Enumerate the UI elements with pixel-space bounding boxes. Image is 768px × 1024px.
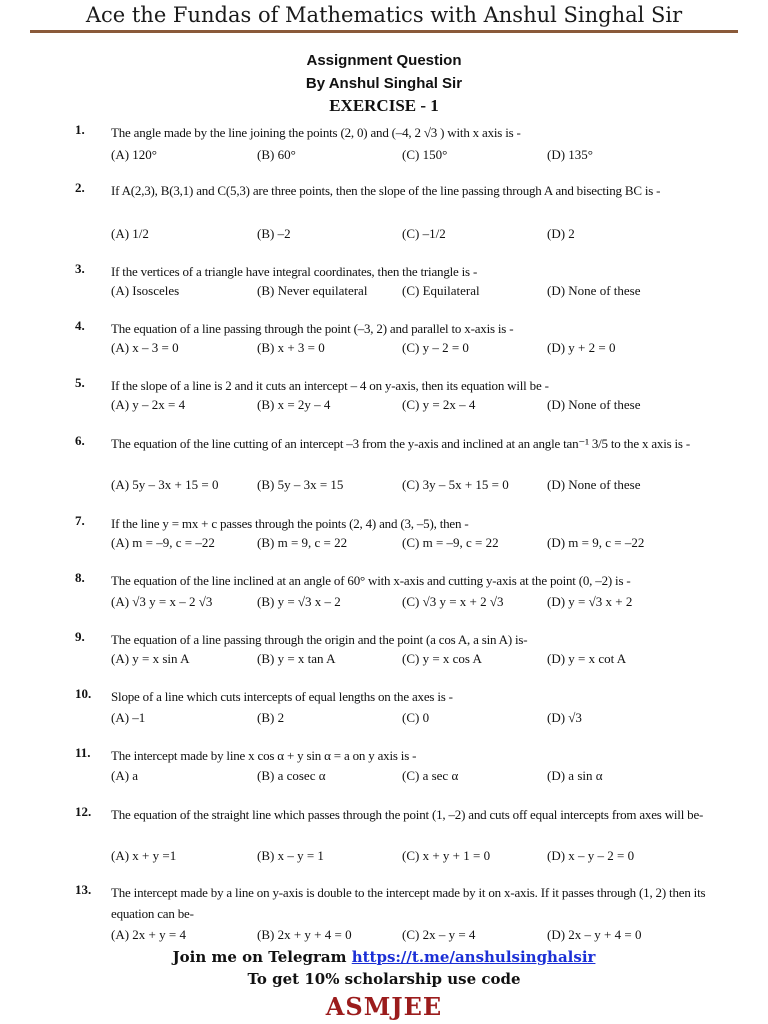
option-a: (A) m = –9, c = –22 [111,535,215,550]
option-b: (B) x – y = 1 [257,848,324,863]
question-number: 11. [75,745,91,760]
option-b: (B) x + 3 = 0 [257,340,325,355]
option-c: (C) m = –9, c = 22 [402,535,499,550]
question-text: Slope of a line which cuts intercepts of equal lengths on the axes is - [111,689,453,704]
options-row [111,340,731,360]
option-a: (A) a [111,768,139,783]
option-b: (B) –2 [257,226,291,241]
question-text: If the vertices of a triangle have integral coordinates, then the triangle is - [111,264,478,279]
option-a: (A) –1 [111,710,146,725]
options-row [111,848,731,868]
option-d: (D) None of these [547,477,641,492]
option-c: (C) 150° [402,147,448,162]
options-row [111,147,731,167]
option-a: (A) x – 3 = 0 [111,340,179,355]
question-number: 12. [75,804,92,819]
option-d: (D) 2 [547,226,575,241]
question-number: 10. [75,686,92,701]
option-a: (A) 2x + y = 4 [111,927,186,942]
option-d: (D) x – y – 2 = 0 [547,848,635,863]
option-d: (D) None of these [547,283,641,298]
question-number: 1. [75,122,85,137]
option-c: (C) y – 2 = 0 [402,340,469,355]
option-c: (C) y = x cos A [402,651,482,666]
options-row [111,535,731,555]
question-text: The equation of the line cutting of an intercept –3 from the y-axis and inclined at an angle tan⁻¹ 3/5 to the x axis is - [111,436,690,451]
telegram-promo [0,948,768,966]
question-text: The intercept made by a line on y-axis is double to the intercept made by it on x-axis. If it passes through (1, 2) then its equation can be- [111,885,706,921]
option-b: (B) y = x tan A [257,651,336,666]
option-c: (C) 0 [402,710,430,725]
option-d: (D) m = 9, c = –22 [547,535,645,550]
option-c: (C) y = 2x – 4 [402,397,476,412]
question-text: The equation of the straight line which passes through the point (1, –2) and cuts off equal intercepts from axes will be- [111,807,704,822]
option-d: (D) 2x – y + 4 = 0 [547,927,642,942]
question-number: 13. [75,882,92,897]
question-number: 8. [75,570,85,585]
option-a: (A) x + y =1 [111,848,177,863]
author-heading: By Anshul Singhal Sir [305,75,463,92]
option-a: (A) 5y – 3x + 15 = 0 [111,477,219,492]
option-d: (D) 135° [547,147,593,162]
option-d: (D) y = x cot A [547,651,627,666]
option-b: (B) 60° [257,147,296,162]
question-number: 5. [75,375,85,390]
question-text: If A(2,3), B(3,1) and C(5,3) are three points, then the slope of the line passing through A and bisecting BC is - [111,183,661,198]
promo-code: ASMJEE [325,992,443,1021]
option-d: (D) None of these [547,397,641,412]
header-divider [30,30,738,33]
options-row [111,710,731,730]
option-a: (A) 120° [111,147,157,162]
exercise-heading: EXERCISE - 1 [329,96,439,115]
telegram-link[interactable]: https://t.me/anshulsinghalsir [351,948,596,966]
option-c: (C) Equilateral [402,283,480,298]
option-d: (D) a sin α [547,768,603,783]
question-text: If the slope of a line is 2 and it cuts an intercept – 4 on y-axis, then its equation will be - [111,378,549,393]
question-number: 7. [75,513,85,528]
option-b: (B) a cosec α [257,768,326,783]
option-c: (C) –1/2 [402,226,446,241]
question-text: The angle made by the line joining the points (2, 0) and (–4, 2 √3 ) with x axis is - [111,125,521,140]
options-row [111,651,731,671]
join-text: Join me on Telegram [172,948,347,966]
assignment-heading: Assignment Question [306,52,462,69]
option-c: (C) a sec α [402,768,459,783]
question-number: 9. [75,629,85,644]
options-row [111,927,731,947]
option-d: (D) y = √3 x + 2 [547,594,633,609]
options-row [111,397,731,417]
option-c: (C) x + y + 1 = 0 [402,848,491,863]
options-row [111,594,731,614]
options-row [111,477,731,497]
option-b: (B) 2 [257,710,285,725]
option-c: (C) 3y – 5x + 15 = 0 [402,477,509,492]
question-text: If the line y = mx + c passes through the points (2, 4) and (3, –5), then - [111,516,469,531]
option-d: (D) √3 [547,710,582,725]
question-text: The equation of the line inclined at an angle of 60° with x-axis and cutting y-axis at the point (0, –2) is - [111,573,631,588]
question-number: 3. [75,261,85,276]
question-number: 6. [75,433,85,448]
question-number: 2. [75,180,85,195]
page-header-title: Ace the Fundas of Mathematics with Anshul Singhal Sir [85,3,683,27]
question-text: The intercept made by line x cos α + y sin α = a on y axis is - [111,748,417,763]
option-b: (B) x = 2y – 4 [257,397,331,412]
option-a: (A) 1/2 [111,226,149,241]
option-b: (B) Never equilateral [257,283,368,298]
option-d: (D) y + 2 = 0 [547,340,616,355]
option-c: (C) 2x – y = 4 [402,927,476,942]
scholarship-text: To get 10% scholarship use code [247,970,521,988]
options-row [111,283,731,303]
option-b: (B) y = √3 x – 2 [257,594,341,609]
options-row [111,226,731,246]
options-row [111,768,731,788]
question-text: The equation of a line passing through the point (–3, 2) and parallel to x-axis is - [111,321,514,336]
option-a: (A) y = x sin A [111,651,190,666]
option-b: (B) m = 9, c = 22 [257,535,348,550]
option-a: (A) y – 2x = 4 [111,397,186,412]
option-b: (B) 5y – 3x = 15 [257,477,344,492]
option-b: (B) 2x + y + 4 = 0 [257,927,352,942]
option-a: (A) Isosceles [111,283,180,298]
option-a: (A) √3 y = x – 2 √3 [111,594,213,609]
option-c: (C) √3 y = x + 2 √3 [402,594,504,609]
question-number: 4. [75,318,85,333]
question-text: The equation of a line passing through the origin and the point (a cos A, a sin A) is- [111,632,528,647]
